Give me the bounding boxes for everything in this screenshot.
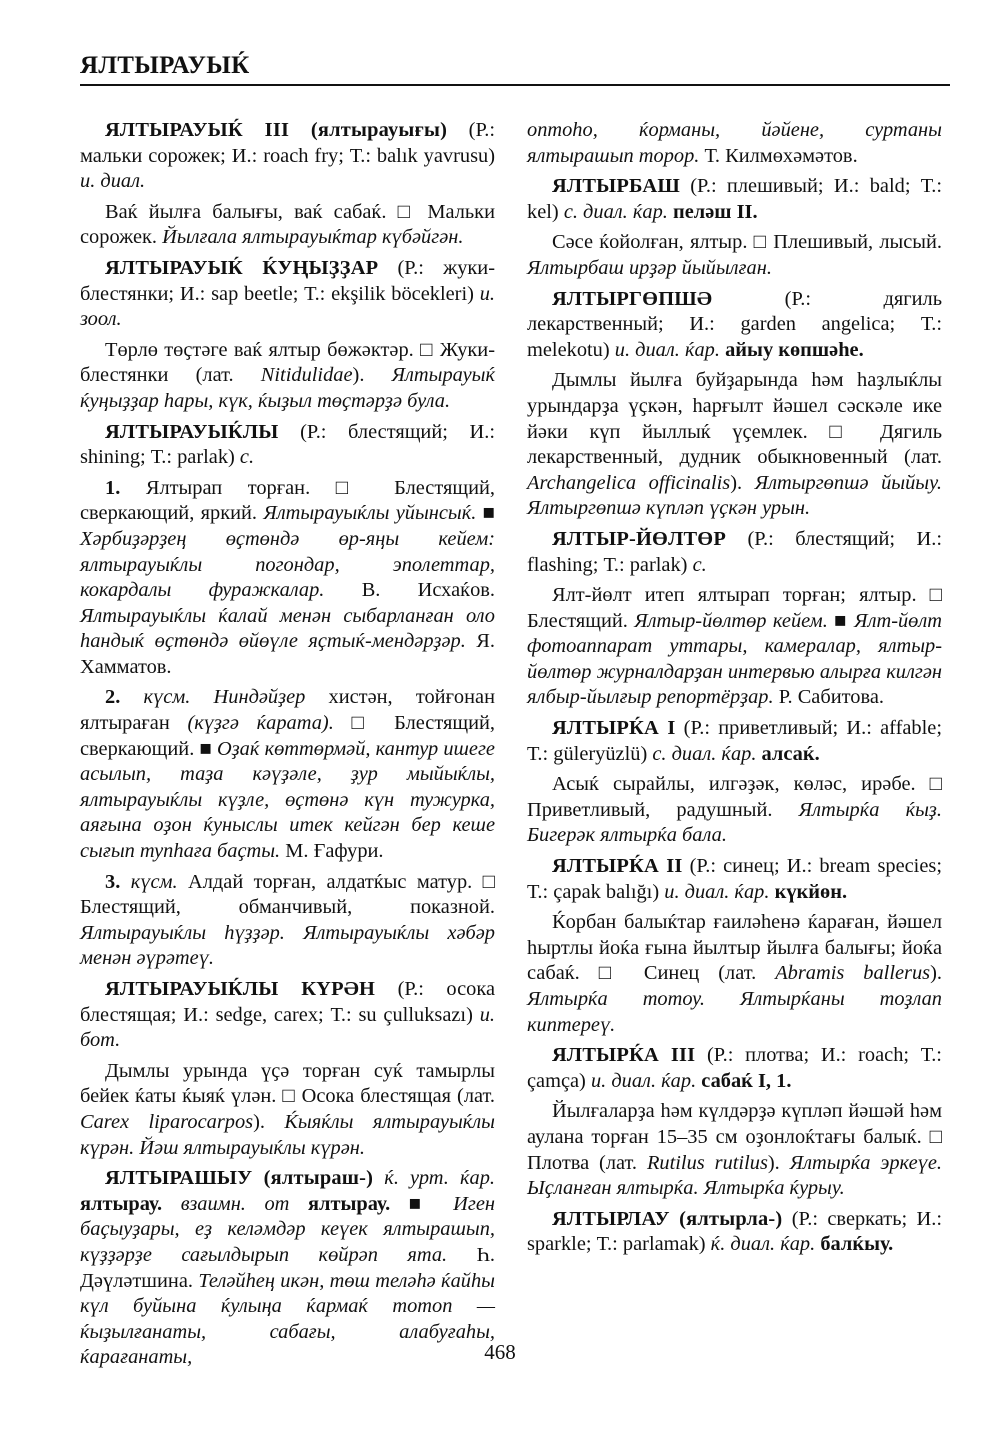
dictionary-entry-headword-paragraph: [527, 527, 942, 578]
bold-text: ялтырау.: [289, 1192, 391, 1215]
bold-text: 1.: [105, 476, 121, 499]
italic-text: Хәрбиҙәрҙең өҫтөндә өр-яңы кейем: ялтырауыќлы погондар, эполеттар, кокардалы фуражкалар.: [80, 527, 495, 602]
italic-text: Ялтыргөпшә йыйыу. Ялтыргөпшә күпләп үҫкән урын.: [527, 471, 942, 520]
text: (Р.: мальки сорожек; И.: roach fry; Т.: balık yavrusu): [80, 119, 495, 167]
text: ■: [476, 502, 495, 525]
bold-text: сабаќ I, 1.: [696, 1069, 792, 1092]
italic-text: и. диал. ќар.: [664, 880, 770, 903]
italic-text: Ялтырќа эркеүе. Ыҫланған ялтырќа. Ялтырќа ќурыу.: [527, 1151, 942, 1200]
headword: ЯЛТЫРАУЫЌ III (ялтырауығы): [105, 119, 448, 141]
headword: ЯЛТЫР-ЙӨЛТӨР: [552, 527, 727, 550]
dictionary-entry-paragraph: [80, 476, 495, 681]
italic-text: с. диал. ќар.: [652, 742, 757, 765]
dictionary-entry-headword-paragraph: [527, 854, 942, 905]
text: Дымлы урында үҫә торған суќ тамырлы бейек ќаты ќыяќ үлән. □ Осока блестящая (лат.: [80, 1059, 495, 1108]
bold-text: алсаќ.: [756, 742, 820, 765]
text: Һ. Дәүләтшина.: [80, 1243, 495, 1292]
dictionary-entry-paragraph: [527, 910, 942, 1038]
italic-text: с. диал. ќар.: [563, 200, 668, 223]
italic-text: и. зоол.: [80, 282, 495, 331]
dictionary-entry-paragraph: [80, 338, 495, 415]
italic-text: Ялтырауыќлы һүҙҙәр. Ялтырауыќлы хәбәр менән әүрәтеү.: [80, 921, 495, 970]
text: ).: [352, 364, 392, 387]
text: □ Блестящий, сверкающий. ■: [80, 712, 495, 760]
dictionary-entry-paragraph: [527, 118, 942, 169]
text: Йылғаларҙа һәм күлдәрҙә күпләп йәшәй һәм аулана торған 15–35 см оҙонлоќтағы балыќ. □ Плотва (лат.: [527, 1100, 942, 1174]
text: Ќорбан балыќтар ғаиләһенә ќараған, йәшел һыртлы йоќа ғына йылтыр йылға балығы; йоќа сабаќ. □ Синец (лат.: [527, 911, 942, 985]
italic-text: Ялт-йөлт фотоаппарат уттары, камералар, ялтыр-йөлтөр журналдарҙан интервью алырға килгән ялбыр-йылғыр репортёрҙар.: [527, 609, 942, 709]
dictionary-entry-headword-paragraph: [80, 977, 495, 1054]
text: Сәсе ќойолған, ялтыр. □ Плешивый, лысый.: [552, 231, 942, 254]
italic-text: Ялтырќа ќыҙ. Бигерәк ялтырќа бала.: [527, 798, 942, 847]
text: В. Исхаќов.: [324, 579, 495, 602]
italic-text: и. диал.: [80, 170, 146, 193]
text: (Р.: плотва; И.: roach; Т.: çamça): [527, 1044, 942, 1092]
italic-text: Ялтырауыќлы уйынсыќ.: [263, 502, 477, 525]
bold-text: күкйөн.: [769, 880, 848, 903]
text: Ваќ йылға балығы, ваќ сабаќ. □ Мальки сорожек.: [80, 200, 495, 249]
text: Ялт-йөлт итеп ялтырап торған; ялтыр. □ Блестящий.: [527, 584, 942, 632]
dictionary-entry-paragraph: [527, 1099, 942, 1201]
italic-text: Иген баҫыуҙары, еҙ келәмдәр кеүек ялтырашып, күҙҙәрҙе сағылдырып көйрәп ята.: [80, 1192, 495, 1266]
dictionary-entry-paragraph: [527, 230, 942, 281]
bold-text: пеләш II.: [667, 200, 758, 223]
italic-text: (күҙгә ќарата).: [187, 712, 334, 735]
italic-text: оптоһо, ќорманы, йәйене, суртаны ялтырашып торор.: [527, 119, 942, 167]
headword: ЯЛТЫРАУЫЌЛЫ КҮРӘН: [105, 978, 376, 1000]
italic-text: взаимн. от: [162, 1192, 290, 1215]
running-head: ЯЛТЫРАУЫЌ: [80, 52, 950, 86]
headword: ЯЛТЫРЛАУ (ялтырла-): [552, 1207, 783, 1230]
text: ).: [253, 1110, 285, 1133]
text: Т. Килмөхәмәтов.: [699, 144, 858, 167]
dictionary-entry-paragraph: [80, 1059, 495, 1161]
italic-text: Ялтырауыќлы ќалай менән сыбарланған оло һандыќ өҫтөндә өйөүле яҫтыќ-мендәрҙәр.: [80, 604, 495, 653]
headword: ЯЛТЫРЌА II: [552, 855, 683, 878]
dictionary-entry-paragraph: [527, 583, 942, 711]
italic-text: и. диал. ќар.: [590, 1069, 697, 1092]
text: (Р.: дягиль лекарственный; И.: garden angelica; Т.: melekotu): [527, 287, 942, 361]
page-number: 468: [484, 1340, 516, 1364]
text: ).: [730, 471, 755, 494]
headword: ЯЛТЫРЌА III: [552, 1044, 696, 1067]
text: (Р.: жуки-блестянки; И.: sap beetle; Т.: ekşilik böcekleri): [80, 256, 495, 305]
text: (Р.: синец; И.: bream species; Т.: çapak balığı): [527, 855, 942, 903]
text: Дымлы йылға буйҙарында һәм һаҙлыќлы урындарҙа үҫкән, һарғылт йәшел сәскәле ике йәки күп йыллыќ үҫемлек. □ Дягиль лекарственный, дудник обыкновенный (лат.: [527, 369, 942, 469]
dictionary-entry-headword-paragraph: [527, 716, 942, 767]
headword: ЯЛТЫРАУЫЌ ЌУҢЫҘҘАР: [105, 256, 379, 279]
text: (Р.: блестящий; И.: flashing; Т.: parlak): [527, 527, 942, 576]
italic-text: Carex liparocarpos: [80, 1110, 254, 1133]
text: Төрлө төҫтәге ваќ ялтыр бөжәктәр. □ Жуки-блестянки (лат.: [80, 338, 495, 387]
dictionary-entry-paragraph: [527, 368, 942, 522]
headword: ЯЛТЫРЌА I: [552, 717, 676, 740]
bold-text: 3.: [105, 870, 121, 893]
bold-text: айыу көпшәһе.: [719, 338, 864, 361]
headword: ЯЛТЫРАУЫЌЛЫ: [105, 420, 279, 443]
dictionary-entry-headword-paragraph: [527, 1207, 942, 1258]
italic-text: Ялтыр-йөлтөр кейем.: [634, 609, 828, 632]
text: Алдай торған, алдатќыс матур. □ Блестящий, обманчивый, показной.: [80, 870, 495, 919]
text: (Р.: плешивый; И.: bald; Т.: kel): [527, 175, 942, 223]
text: ).: [930, 962, 942, 985]
headword: ЯЛТЫРГӨПШӘ: [552, 287, 713, 310]
headword: ЯЛТЫРБАШ: [552, 175, 680, 198]
text: М. Ғафури.: [280, 840, 384, 863]
dictionary-entry-paragraph: [80, 200, 495, 251]
text: хистән, тойғонан ялтыраған: [80, 686, 495, 735]
dictionary-entry-paragraph: [527, 772, 942, 849]
italic-text: Archangelica officinalis: [527, 471, 731, 494]
italic-text: Ялтырауыќ ќуңыҙҙар һары, күк, ќыҙыл төҫтәрҙә була.: [80, 364, 495, 412]
italic-text: Abramis ballerus: [775, 962, 931, 985]
text: (Р.: осока блестящая; И.: sedge, carex; Т.: su çulluksazı): [80, 978, 496, 1026]
text: ).: [767, 1151, 790, 1174]
italic-text: Оҙаќ көттөрмәй, кантур ишеге асылып, таҙа кәүҙәле, ҙур мыйыќлы, ялтырауыќлы күҙле, өҫтөнә күн тужурка, аяғына оҙон ќуныслы итек кейгән бер кеше сығып тупһаға баҫты.: [80, 737, 495, 863]
italic-text: күсм. Ниндәйҙер: [120, 686, 306, 709]
italic-text: ќ. диал. ќар.: [710, 1233, 816, 1256]
text: Р. Сабитова.: [773, 686, 884, 709]
italic-text: Ялтырќа тотоу. Ялтырќаны тоҙлап киптереү.: [527, 988, 942, 1036]
italic-text: Ялтырбаш ирҙәр йыйылған.: [527, 256, 772, 279]
dictionary-entry-headword-paragraph: [80, 118, 495, 195]
text: Ялтырап торған. □ Блестящий, сверкающий, яркий.: [80, 476, 495, 525]
italic-text: Ќыяќлы ялтырауыќлы күрән. Йәш ялтырауыќлы күрән.: [80, 1110, 495, 1159]
dictionary-entry-paragraph: [80, 685, 495, 864]
bold-text: балќыу.: [815, 1233, 894, 1256]
text: ■: [390, 1192, 454, 1215]
text: (Р.: блестящий; И.: shining; Т.: parlak): [80, 420, 495, 469]
italic-text: Йылғала ялтырауыќтар күбәйгән.: [162, 226, 464, 249]
italic-text: и. бот.: [80, 1003, 495, 1052]
italic-text: Rutilus rutilus: [646, 1151, 768, 1174]
italic-text: с.: [692, 553, 707, 576]
italic-text: Nitidulidae: [260, 364, 353, 387]
text: (Р.: приветливый; И.: affable; Т.: güleryüzlü): [527, 717, 942, 765]
text: Асыќ сырайлы, илгәҙәк, көләс, ирәбе. □ Приветливый, радушный.: [527, 773, 942, 821]
right-column: [527, 118, 942, 1263]
bold-text: 2.: [105, 686, 121, 709]
dictionary-entry-headword-paragraph: [80, 420, 495, 471]
italic-text: и. диал. ќар.: [614, 338, 720, 361]
dictionary-entry-headword-paragraph: [527, 174, 942, 225]
headword: ЯЛТЫРАШЫУ (ялтыраш-): [105, 1167, 374, 1190]
italic-text: Теләйһең икән, төш теләһә ќайһы күл буйына ќулыңа ќармаќ тотоп — ќыҙылғанаты, сабағы, алабуғаһы, ќарағанаты,: [80, 1269, 495, 1369]
dictionary-entry-headword-paragraph: [80, 256, 495, 333]
dictionary-entry-paragraph: [80, 870, 495, 972]
text: (Р.: сверкать; И.: sparkle; Т.: parlamak): [527, 1207, 942, 1256]
left-column: [80, 118, 495, 1376]
italic-text: с.: [239, 446, 255, 469]
dictionary-entry-headword-paragraph: [527, 1043, 942, 1094]
text: ■: [827, 609, 855, 632]
italic-text: күсм.: [120, 870, 178, 893]
italic-text: ќ. урт. ќар.: [373, 1167, 495, 1190]
bold-text: ялтырау.: [80, 1192, 163, 1215]
text: Я. Хамматов.: [80, 630, 495, 678]
dictionary-entry-headword-paragraph: [527, 287, 942, 364]
